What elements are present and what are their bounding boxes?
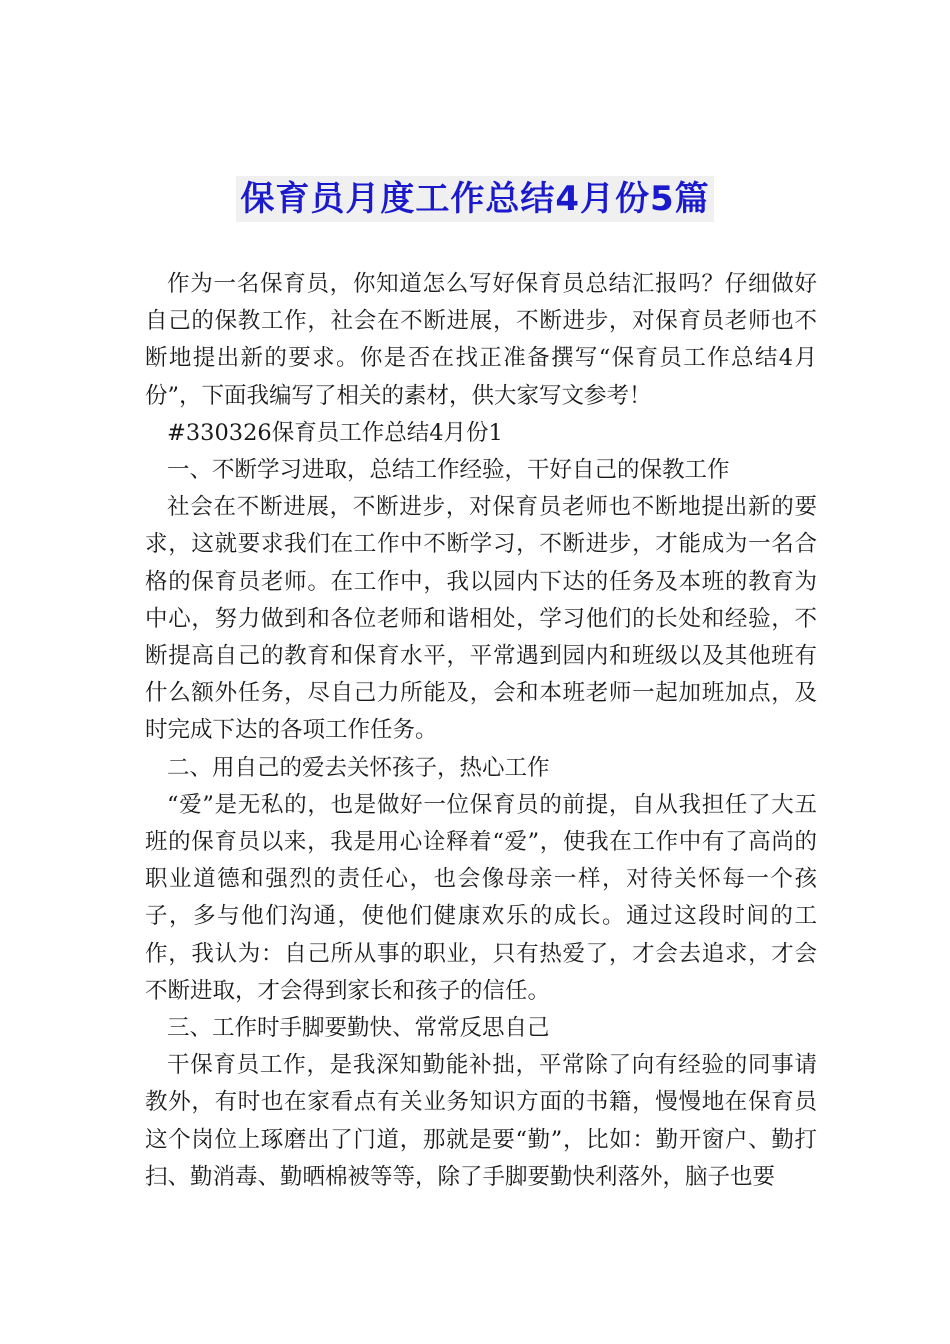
- section-heading: 二、用自己的爱去关怀孩子，热心工作: [167, 754, 550, 781]
- document-title: 保育员月度工作总结4月份5篇: [236, 176, 713, 222]
- document-body: [145, 266, 817, 1196]
- section-heading: 三、工作时手脚要勤快、常常反思自己: [167, 1015, 550, 1042]
- section-heading: 一、不断学习进取，总结工作经验，干好自己的保教工作: [167, 457, 730, 484]
- section-paragraph: 干保育员工作，是我深知勤能补拙，平常除了向有经验的同事请教外，有时也在家看点有关业务知识方面的书籍，慢慢地在保育员这个岗位上琢磨出了门道，那就是要“勤”，比如：勤开窗户、勤打扫、勤消毒、勤晒棉被等等，除了手脚要勤快利落外，脑子也要: [145, 1052, 817, 1190]
- title-container: [0, 176, 950, 222]
- section-paragraph: “爱”是无私的，也是做好一位保育员的前提，自从我担任了大五班的保育员以来，我是用心诠释着“爱”，使我在工作中有了高尚的职业道德和强烈的责任心，也会像母亲一样，对待关怀每一个孩子，多与他们沟通，使他们健康欢乐的成长。通过这段时间的工作，我认为：自己所从事的职业，只有热爱了，才会去追求，才会不断进取，才会得到家长和孩子的信任。: [145, 791, 817, 1004]
- intro-paragraph: 作为一名保育员，你知道怎么写好保育员总结汇报吗？仔细做好自己的保教工作，社会在不断进展，不断进步，对保育员老师也不断地提出新的要求。你是否在找正准备撰写“保育员工作总结4月份”，下面我编写了相关的素材，供大家写文参考！: [145, 271, 817, 409]
- section-paragraph: 社会在不断进展，不断进步，对保育员老师也不断地提出新的要求，这就要求我们在工作中不断学习，不断进步，才能成为一名合格的保育员老师。在工作中，我以园内下达的任务及本班的教育为中心，努力做到和各位老师和谐相处，学习他们的长处和经验，不断提高自己的教育和保育水平，平常遇到园内和班级以及其他班有什么额外任务，尽自己力所能及，会和本班老师一起加班加点，及时完成下达的各项工作任务。: [145, 494, 817, 744]
- article-heading: #330326保育员工作总结4月份1: [167, 419, 503, 446]
